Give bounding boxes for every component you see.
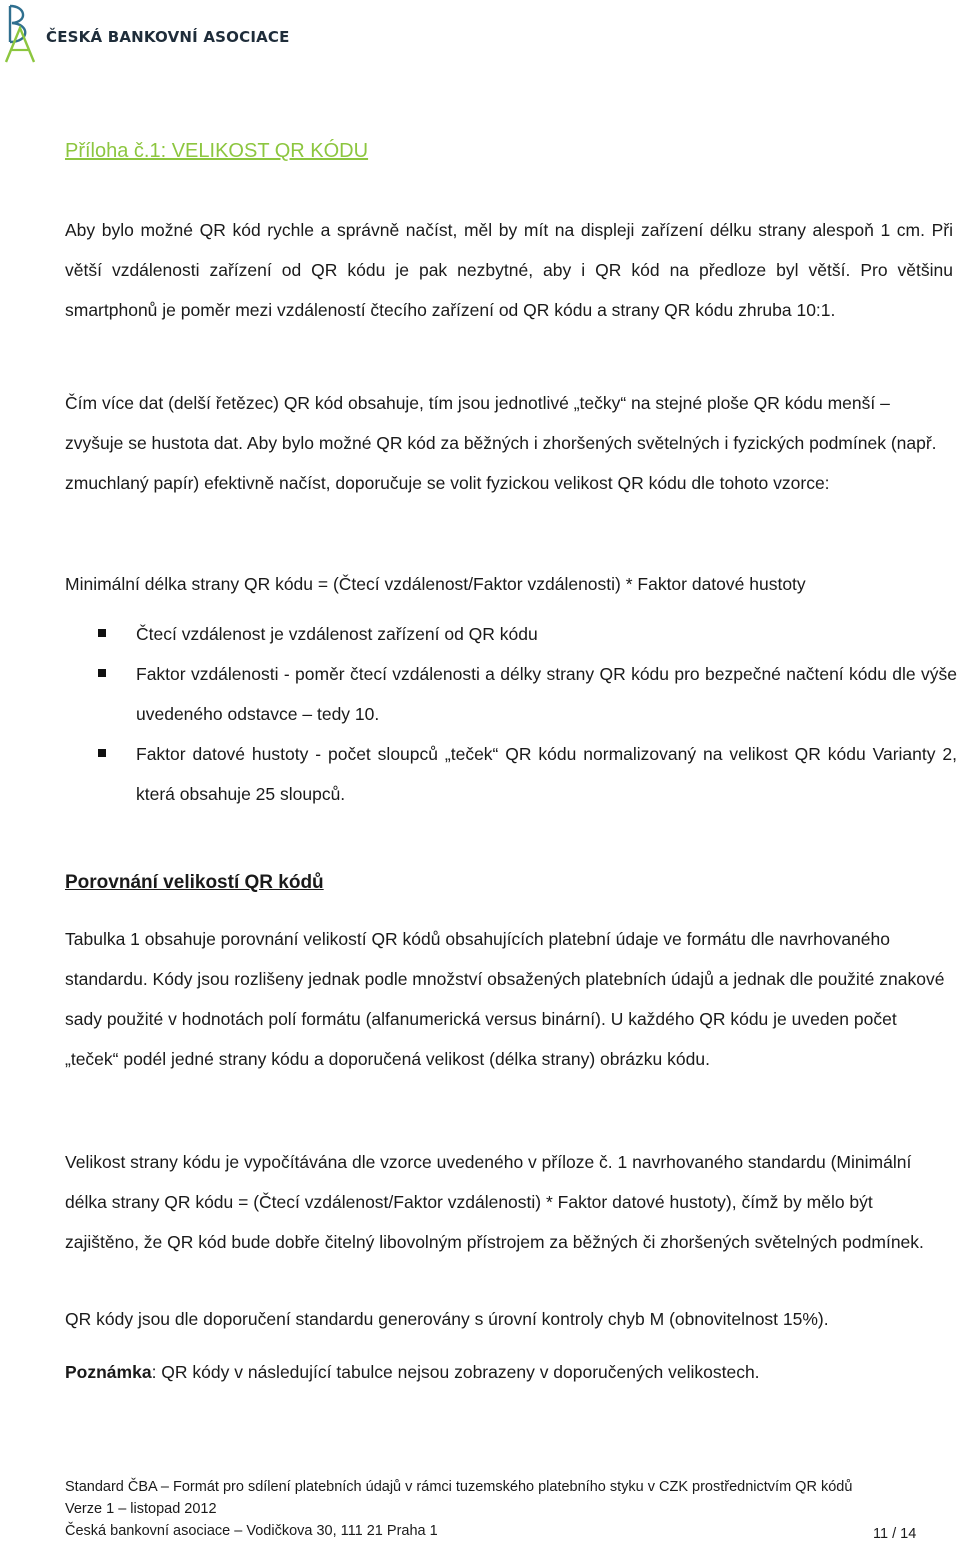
note (65, 1362, 760, 1383)
logo-monogram-icon (4, 2, 48, 64)
list-item-text: Faktor datové hustoty - počet sloupců „teček“ QR kódu normalizovaný na velikost QR kódu Varianty 2, která obsahuje 25 sloupců. (136, 744, 957, 804)
paragraph-size-formula: Velikost strany kódu je vypočítávána dle vzorce uvedeného v příloze č. 1 navrhovaného standardu (Minimální délka strany QR kódu = (Čtecí vzdálenost/Faktor vzdálenosti) * Faktor datové hustoty), čímž by mělo být zajištěno, že QR kód bude dobře čitelný libovolným přístrojem za běžných či zhoršených světelných podmínek. (65, 1152, 924, 1252)
page-number: 11 / 14 (873, 1526, 917, 1542)
list-item (65, 614, 957, 654)
list-item-text: Faktor vzdálenosti - poměr čtecí vzdálenosti a délky strany QR kódu pro bezpečné načtení kódu dle výše uvedeného odstavce – tedy 10. (136, 664, 957, 724)
footer-standard-title: Standard ČBA – Formát pro sdílení platebních údajů v rámci tuzemského platebního styku v CZK prostřednictvím QR kódů (65, 1479, 853, 1495)
footer-address: Česká bankovní asociace – Vodičkova 30, 111 21 Praha 1 (65, 1523, 438, 1539)
note-label: Poznámka (65, 1362, 152, 1382)
note-text: : QR kódy v následující tabulce nejsou zobrazeny v doporučených velikostech. (151, 1362, 760, 1382)
appendix-title: Příloha č.1: VELIKOST QR KÓDU (65, 140, 369, 162)
square-bullet-icon (98, 669, 106, 677)
paragraph-data-density: Čím více dat (delší řetězec) QR kód obsahuje, tím jsou jednotlivé „tečky“ na stejné ploše QR kódu menší – zvyšuje se hustota dat. Aby bylo možné QR kód za běžných i zhoršených světelných i fyzických podmínek (např. zmuchlaný papír) efektivně načíst, doporučuje se volit fyzickou velikost QR kódu dle tohoto vzorce: (65, 393, 937, 493)
section-title: Porovnání velikostí QR kódů (65, 872, 324, 893)
paragraph-table-description: Tabulka 1 obsahuje porovnání velikostí QR kódů obsahujících platební údaje ve formátu dle navrhovaného standardu. Kódy jsou rozlišeny jednak podle množství obsažených platebních údajů a jednak dle použité znakové sady použité v hodnotách polí formátu (alfanumerická versus binární). U každého QR kódu je uveden počet „teček“ podél jedné strany kódu a doporučená velikost (délka strany) obrázku kódu. (65, 929, 945, 1069)
square-bullet-icon (98, 629, 106, 637)
footer-version: Verze 1 – listopad 2012 (65, 1501, 217, 1517)
list-item-text: Čtecí vzdálenost je vzdálenost zařízení od QR kódu (136, 624, 538, 644)
paragraph-error-correction: QR kódy jsou dle doporučení standardu generovány s úrovní kontroly chyb M (obnovitelnost 15%). (65, 1309, 829, 1329)
formula-terms-list (65, 614, 957, 814)
cba-logo (4, 2, 48, 69)
organization-name: ČESKÁ BANKOVNÍ ASOCIACE (46, 28, 290, 46)
paragraph-qr-min-size: Aby bylo možné QR kód rychle a správně načíst, měl by mít na displeji zařízení délku strany alespoň 1 cm. Při větší vzdálenosti zařízení od QR kódu je pak nezbytné, aby i QR kód na předloze byl větší. Pro většinu smartphonů je poměr mezi vzdáleností čtecího zařízení od QR kódu a strany QR kódu zhruba 10:1. (65, 220, 953, 320)
list-item (65, 654, 957, 734)
square-bullet-icon (98, 749, 106, 757)
list-item (65, 734, 957, 814)
formula-text: Minimální délka strany QR kódu = (Čtecí vzdálenost/Faktor vzdálenosti) * Faktor datové hustoty (65, 574, 806, 594)
